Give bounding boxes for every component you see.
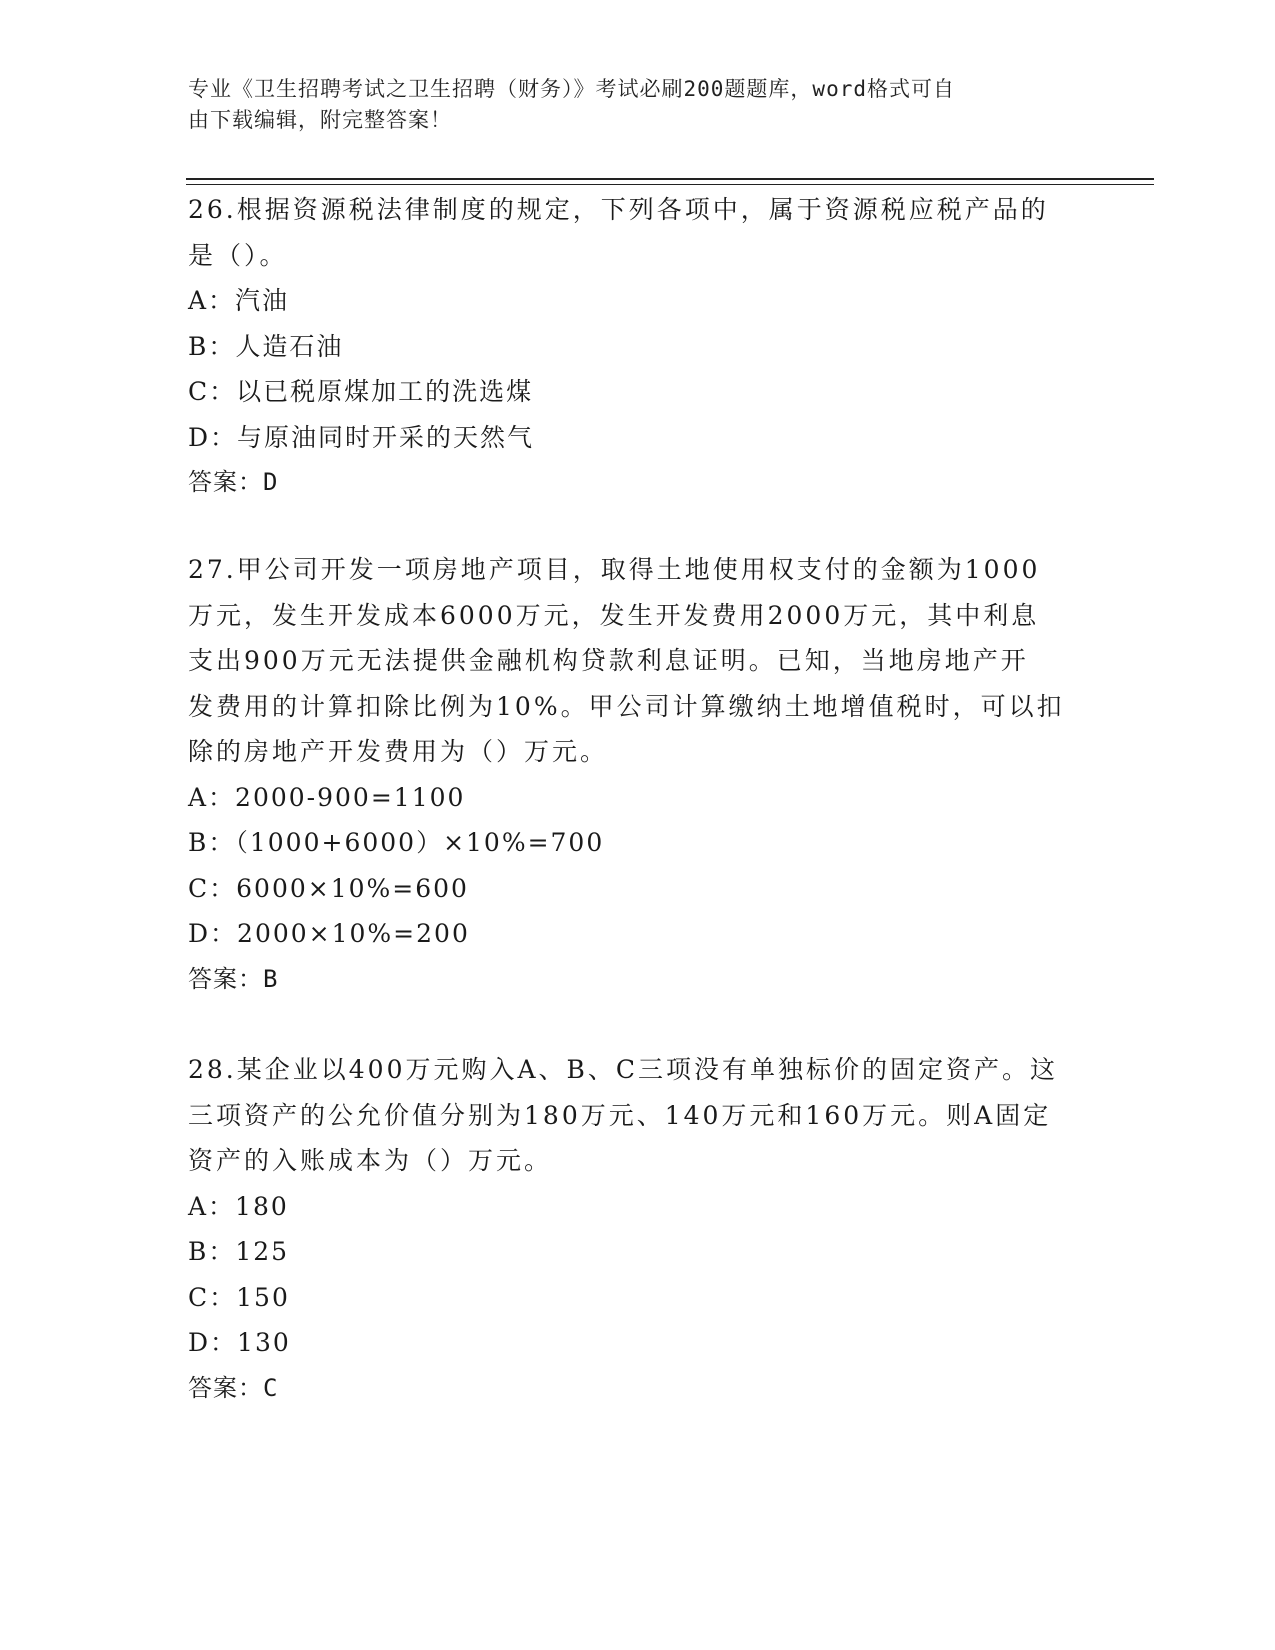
option-c: C：150 <box>188 1282 290 1312</box>
question-stem-line: 支出900万元无法提供金融机构贷款利息证明。已知，当地房地产开 <box>188 646 1029 675</box>
answer: 答案：B <box>188 964 279 993</box>
option-b: B：（1000+6000）×10%=700 <box>188 828 605 857</box>
option-a: A：180 <box>188 1191 289 1221</box>
question-stem-line: 发费用的计算扣除比例为10%。甲公司计算缴纳土地增值税时，可以扣 <box>188 691 1065 721</box>
question-stem-line: 是（）。 <box>188 240 288 270</box>
option-c: C：6000×10%=600 <box>188 873 469 903</box>
option-b: B：人造石油 <box>188 331 344 361</box>
option-a: A：汽油 <box>188 286 290 315</box>
question-stem-line: 除的房地产开发费用为（）万元。 <box>188 737 609 766</box>
option-a: A：2000-900=1100 <box>188 782 466 812</box>
option-c: C：以已税原煤加工的洗选煤 <box>188 377 534 406</box>
option-d: D：2000×10%=200 <box>188 919 470 948</box>
option-b: B：125 <box>188 1237 290 1266</box>
document-header <box>188 74 1068 136</box>
header-divider-thick <box>186 178 1154 180</box>
question-stem-line: 资产的入账成本为（）万元。 <box>188 1146 553 1175</box>
header-title-line-2: 由下载编辑，附完整答案！ <box>188 108 452 132</box>
answer: 答案：C <box>188 1373 279 1402</box>
question-stem-line: 三项资产的公允价值分别为180万元、140万元和160万元。则A固定 <box>188 1100 1052 1130</box>
option-d: D：与原油同时开采的天然气 <box>188 422 535 452</box>
question-26 <box>188 187 1088 506</box>
question-28 <box>188 1047 1088 1411</box>
question-stem-line: 27.甲公司开发一项房地产项目，取得土地使用权支付的金额为1000 <box>188 555 1041 584</box>
option-d: D：130 <box>188 1328 291 1357</box>
question-stem-line: 26.根据资源税法律制度的规定，下列各项中，属于资源税应税产品的 <box>188 195 1049 224</box>
question-stem-line: 28.某企业以400万元购入A、B、C三项没有单独标价的固定资产。这 <box>188 1055 1059 1084</box>
question-stem-line: 万元，发生开发成本6000万元，发生开发费用2000万元，其中利息 <box>188 600 1040 630</box>
header-divider-thin <box>186 184 1154 185</box>
answer: 答案：D <box>188 468 279 496</box>
header-title-line-1: 专业《卫生招聘考试之卫生招聘（财务）》考试必刷200题题库，word格式可自 <box>188 77 955 101</box>
question-27 <box>188 547 1088 1002</box>
